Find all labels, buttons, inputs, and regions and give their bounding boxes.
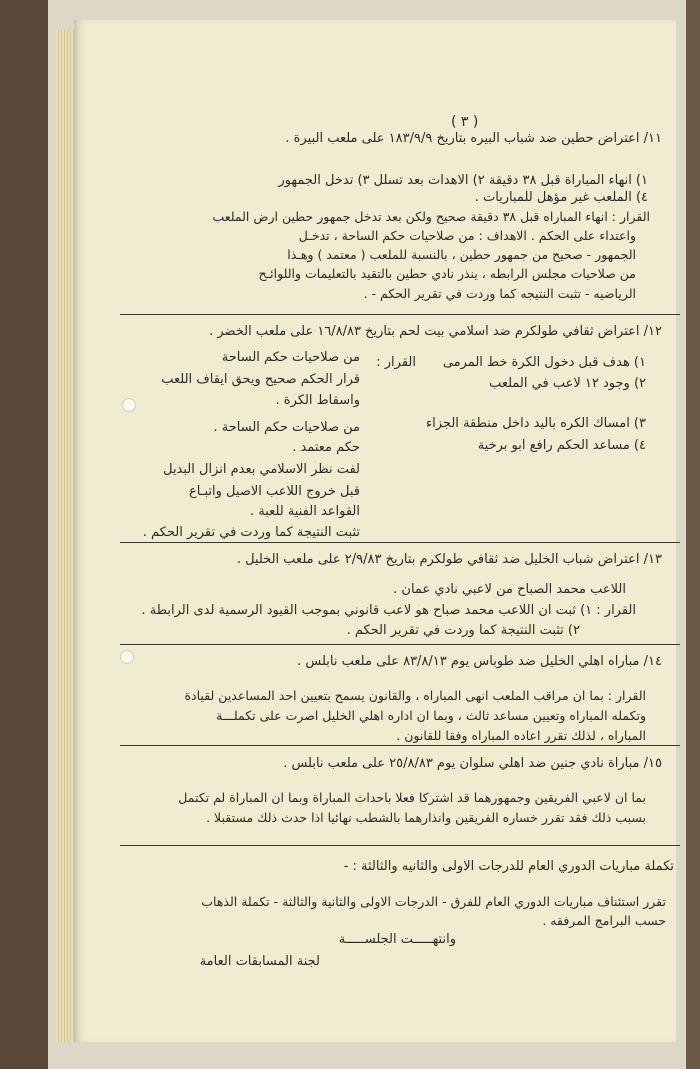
item-13-line-1: اللاعب محمد الصباح من لاعبي نادي عمان . [393, 582, 626, 597]
item-12-point-3: ٣) امساك الكره باليد داخل منطقة الجزاء [426, 416, 646, 431]
item-11-point-1: ١) انهاء المباراة قبل ٣٨ دقيقة ٢) الاهدات بعد تسلل ٣) تدخل الجمهور [278, 173, 648, 188]
punch-hole [120, 650, 134, 664]
item-12-decision-4: من صلاحيات حكم الساحة . [213, 420, 360, 435]
item-15-line-2: بسبب ذلك فقد تقرر خساره الفريقين وانذارهما بالشطب نهائيا اذا حدث ذلك مستقبلا . [206, 810, 646, 825]
league-line-2: حسب البرامج المرفقه . [542, 913, 666, 928]
item-12-decision-6: لفت نظر الاسلامي بعدم انزال البديل [163, 462, 360, 477]
item-11-decision-4: من صلاحيات مجلس الرابطه ، ينذر نادي حطين بالتقيد بالتعليمات واللوائـح [258, 266, 636, 281]
divider [120, 745, 680, 746]
item-15-heading: ١٥/ مباراة نادي جنين ضد اهلي سلوان يوم ٢٥/٨/٨٣ على ملعب نابلس . [283, 756, 662, 771]
item-15-line-1: بما ان لاعبي الفريقين وجمهورهما قد اشتركا فعلا باحداث المباراة وبما ان المباراة لم تكتمل [178, 790, 646, 805]
item-12-decision-2: قرار الحكم صحيح ويحق ايقاف اللعب [161, 372, 360, 387]
session-closing: وانتهـــــت الجلســـــة [338, 932, 456, 947]
committee-signature: لجنة المسابقات العامة [199, 954, 320, 969]
item-12-decision-9: تثبت النتيجة كما وردت في تقرير الحكم . [142, 525, 360, 540]
item-14-heading: ١٤/ مباراه اهلي الخليل ضد طوباس يوم ٨٣/٨/١٣ على ملعب نابلس . [297, 654, 662, 669]
item-13-line-3: ٢) تثبت النتيجة كما وردت في تقرير الحكم . [346, 623, 580, 638]
book-cover-left [0, 0, 48, 1069]
item-11-decision-3: الجمهور - صحيح من جمهور حطين ، بالنسبة للملعب ( معتمد ) وهـذا [287, 247, 636, 262]
item-12-decision-7: قبل خروج اللاعب الاصيل واتبـاع [188, 484, 360, 499]
item-11-point-2: ٤) الملعب غير مؤهل للمباريات . [474, 190, 648, 205]
item-14-line-1: القرار : بما ان مراقب الملعب انهى المباراه ، والقانون يسمح بتعيين احد المساعدين لقيادة [184, 688, 646, 703]
divider [120, 644, 680, 645]
item-12-decision-5: حكم معتمد . [292, 440, 360, 455]
item-12-heading: ١٢/ اعتراض ثقافي طولكرم ضد اسلامي بيت لحم بتاريخ ١٦/٨/٨٣ على ملعب الخضر . [209, 324, 662, 339]
punch-hole [122, 398, 136, 412]
item-12-point-4: ٤) مساعد الحكم رافع ابو برخية [477, 438, 646, 453]
divider [120, 314, 680, 315]
book-cover-right [686, 0, 700, 1069]
divider [120, 845, 680, 846]
item-11-decision-5: الرياضيه - تثبت النتيجه كما وردت في تقرير الحكم - . [363, 286, 636, 301]
league-line-1: تقرر استئناف مباريات الدوري العام للفرق - الدرجات الاولى والثانية والثالثة - تكملة الذهاب [201, 894, 666, 909]
item-13-heading: ١٣/ اعتراض شباب الخليل ضد ثقافي طولكرم بتاريخ ٢/٩/٨٣ على ملعب الخليل . [236, 552, 662, 567]
item-11-decision-2: واعتداء على الحكم . الاهداف : من صلاحيات حكم الساحة ، تدخـل [298, 228, 636, 243]
item-12-point-2: ٢) وجود ١٢ لاعب في الملعب [489, 376, 646, 391]
item-12-decision-label: القرار : [376, 355, 416, 370]
league-heading: تكملة مباريات الدوري العام للدرجات الاولى والثانيه والثالثة : - [343, 859, 674, 874]
item-13-line-2: القرار : ١) ثبت ان اللاعب محمد صباح هو لاعب قانوني بموجب القيود الرسمية لدى الرابطة . [141, 603, 636, 618]
document-page [74, 20, 676, 1042]
item-14-line-2: وتكمله المباراه وتعيين مساعد ثالث ، وبما ان اداره اهلي الخليل اصرت على تكملـــة [216, 708, 646, 723]
item-11-decision-1: القرار : انهاء المباراه قبل ٣٨ دقيقة صحيح ولكن بعد تدخل جمهور حطين ارض الملعب [212, 209, 650, 224]
item-12-decision-3: واسقاط الكرة . [275, 393, 360, 408]
page-number: ( ٣ ) [451, 114, 479, 130]
item-14-line-3: المباراه ، لذلك تقرر اعاده المباراه وفقا للقانون . [396, 728, 646, 743]
item-12-decision-8: القواعد الفنية للعبة . [250, 504, 360, 519]
item-11-heading: ١١/ اعتراض حطين ضد شباب البيره بتاريخ ١٨٣/٩/٩ على ملعب البيرة . [285, 131, 662, 146]
divider [120, 542, 680, 543]
item-12-decision-1: من صلاحيات حكم الساحة [221, 350, 360, 365]
item-12-point-1: ١) هدف قبل دخول الكرة خط المرمى [442, 355, 646, 370]
